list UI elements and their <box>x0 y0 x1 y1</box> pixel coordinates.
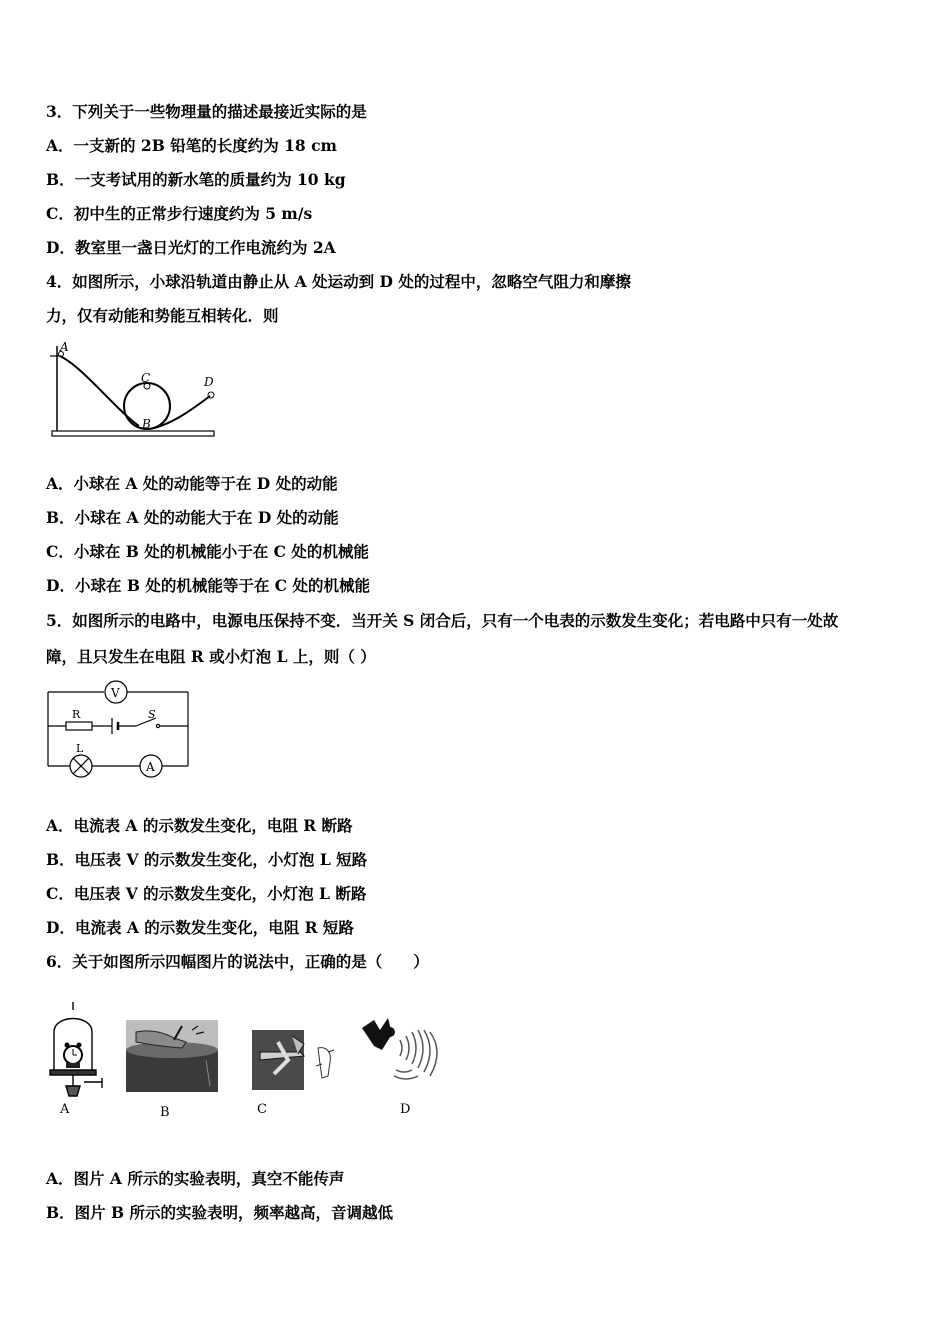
q4-option-c[interactable]: C．小球在 B 处的机械能小于在 C 处的机械能 <box>46 542 369 561</box>
q5-option-b[interactable]: B．电压表 V 的示数发生变化，小灯泡 L 短路 <box>46 850 368 869</box>
q4-option-b[interactable]: B．小球在 A 处的动能大于在 D 处的动能 <box>46 508 339 527</box>
q3-option-d[interactable]: D．教室里一盏日光灯的工作电流约为 2A <box>46 238 336 257</box>
q6-picture-a-bell-jar <box>44 1000 109 1100</box>
q4-option-d[interactable]: D．小球在 B 处的机械能等于在 C 处的机械能 <box>46 576 370 595</box>
q4-label-b: B <box>142 417 151 431</box>
q5-label-lamp: L <box>76 742 84 755</box>
q4-label-c: C <box>141 371 151 385</box>
q5-option-a[interactable]: A．电流表 A 的示数发生变化，电阻 R 断路 <box>46 816 353 835</box>
q6-stem: 6．关于如图所示四幅图片的说法中，正确的是（ ） <box>46 952 429 971</box>
q6-picture-b-drum <box>126 1020 218 1092</box>
q3-option-c[interactable]: C．初中生的正常步行速度约为 5 m/s <box>46 204 313 223</box>
q4-label-d: D <box>204 375 214 389</box>
q5-circuit-figure <box>44 680 194 780</box>
q4-track-figure <box>44 338 219 443</box>
q6-caption-a: A <box>60 1102 70 1117</box>
q6-caption-d: D <box>400 1102 411 1117</box>
q4-stem-line2: 力，仅有动能和势能互相转化．则 <box>46 306 279 325</box>
q6-picture-c-ruler <box>252 1030 342 1090</box>
q6-option-a[interactable]: A．图片 A 所示的实验表明，真空不能传声 <box>46 1169 345 1188</box>
q5-label-resistor: R <box>72 708 81 721</box>
q6-caption-c: C <box>257 1102 267 1117</box>
q5-label-switch: S <box>148 708 156 721</box>
q3-option-b[interactable]: B．一支考试用的新水笔的质量约为 10 kg <box>46 170 346 189</box>
q3-option-a[interactable]: A．一支新的 2B 铅笔的长度约为 18 cm <box>46 136 337 155</box>
q5-option-c[interactable]: C．电压表 V 的示数发生变化，小灯泡 L 断路 <box>46 884 367 903</box>
q5-option-d[interactable]: D．电流表 A 的示数发生变化，电阻 R 短路 <box>46 918 354 937</box>
q4-label-a: A <box>60 340 69 354</box>
q5-label-ammeter: A <box>146 760 155 774</box>
q6-option-b[interactable]: B．图片 B 所示的实验表明，频率越高，音调越低 <box>46 1203 393 1222</box>
q6-picture-d-bat <box>360 1000 448 1095</box>
q4-stem-line1: 4．如图所示，小球沿轨道由静止从 A 处运动到 D 处的过程中，忽略空气阻力和摩擦 <box>46 272 631 291</box>
q6-caption-b: B <box>160 1105 170 1120</box>
q5-label-voltmeter: V <box>111 686 120 700</box>
q4-option-a[interactable]: A．小球在 A 处的动能等于在 D 处的动能 <box>46 474 338 493</box>
q5-stem-line2: 障，且只发生在电阻 R 或小灯泡 L 上，则（ ） <box>46 647 376 666</box>
q3-stem: 3．下列关于一些物理量的描述最接近实际的是 <box>46 102 367 121</box>
q5-stem-line1: 5．如图所示的电路中，电源电压保持不变．当开关 S 闭合后，只有一个电表的示数发生变化；若电路中只有一处故 <box>46 611 839 630</box>
